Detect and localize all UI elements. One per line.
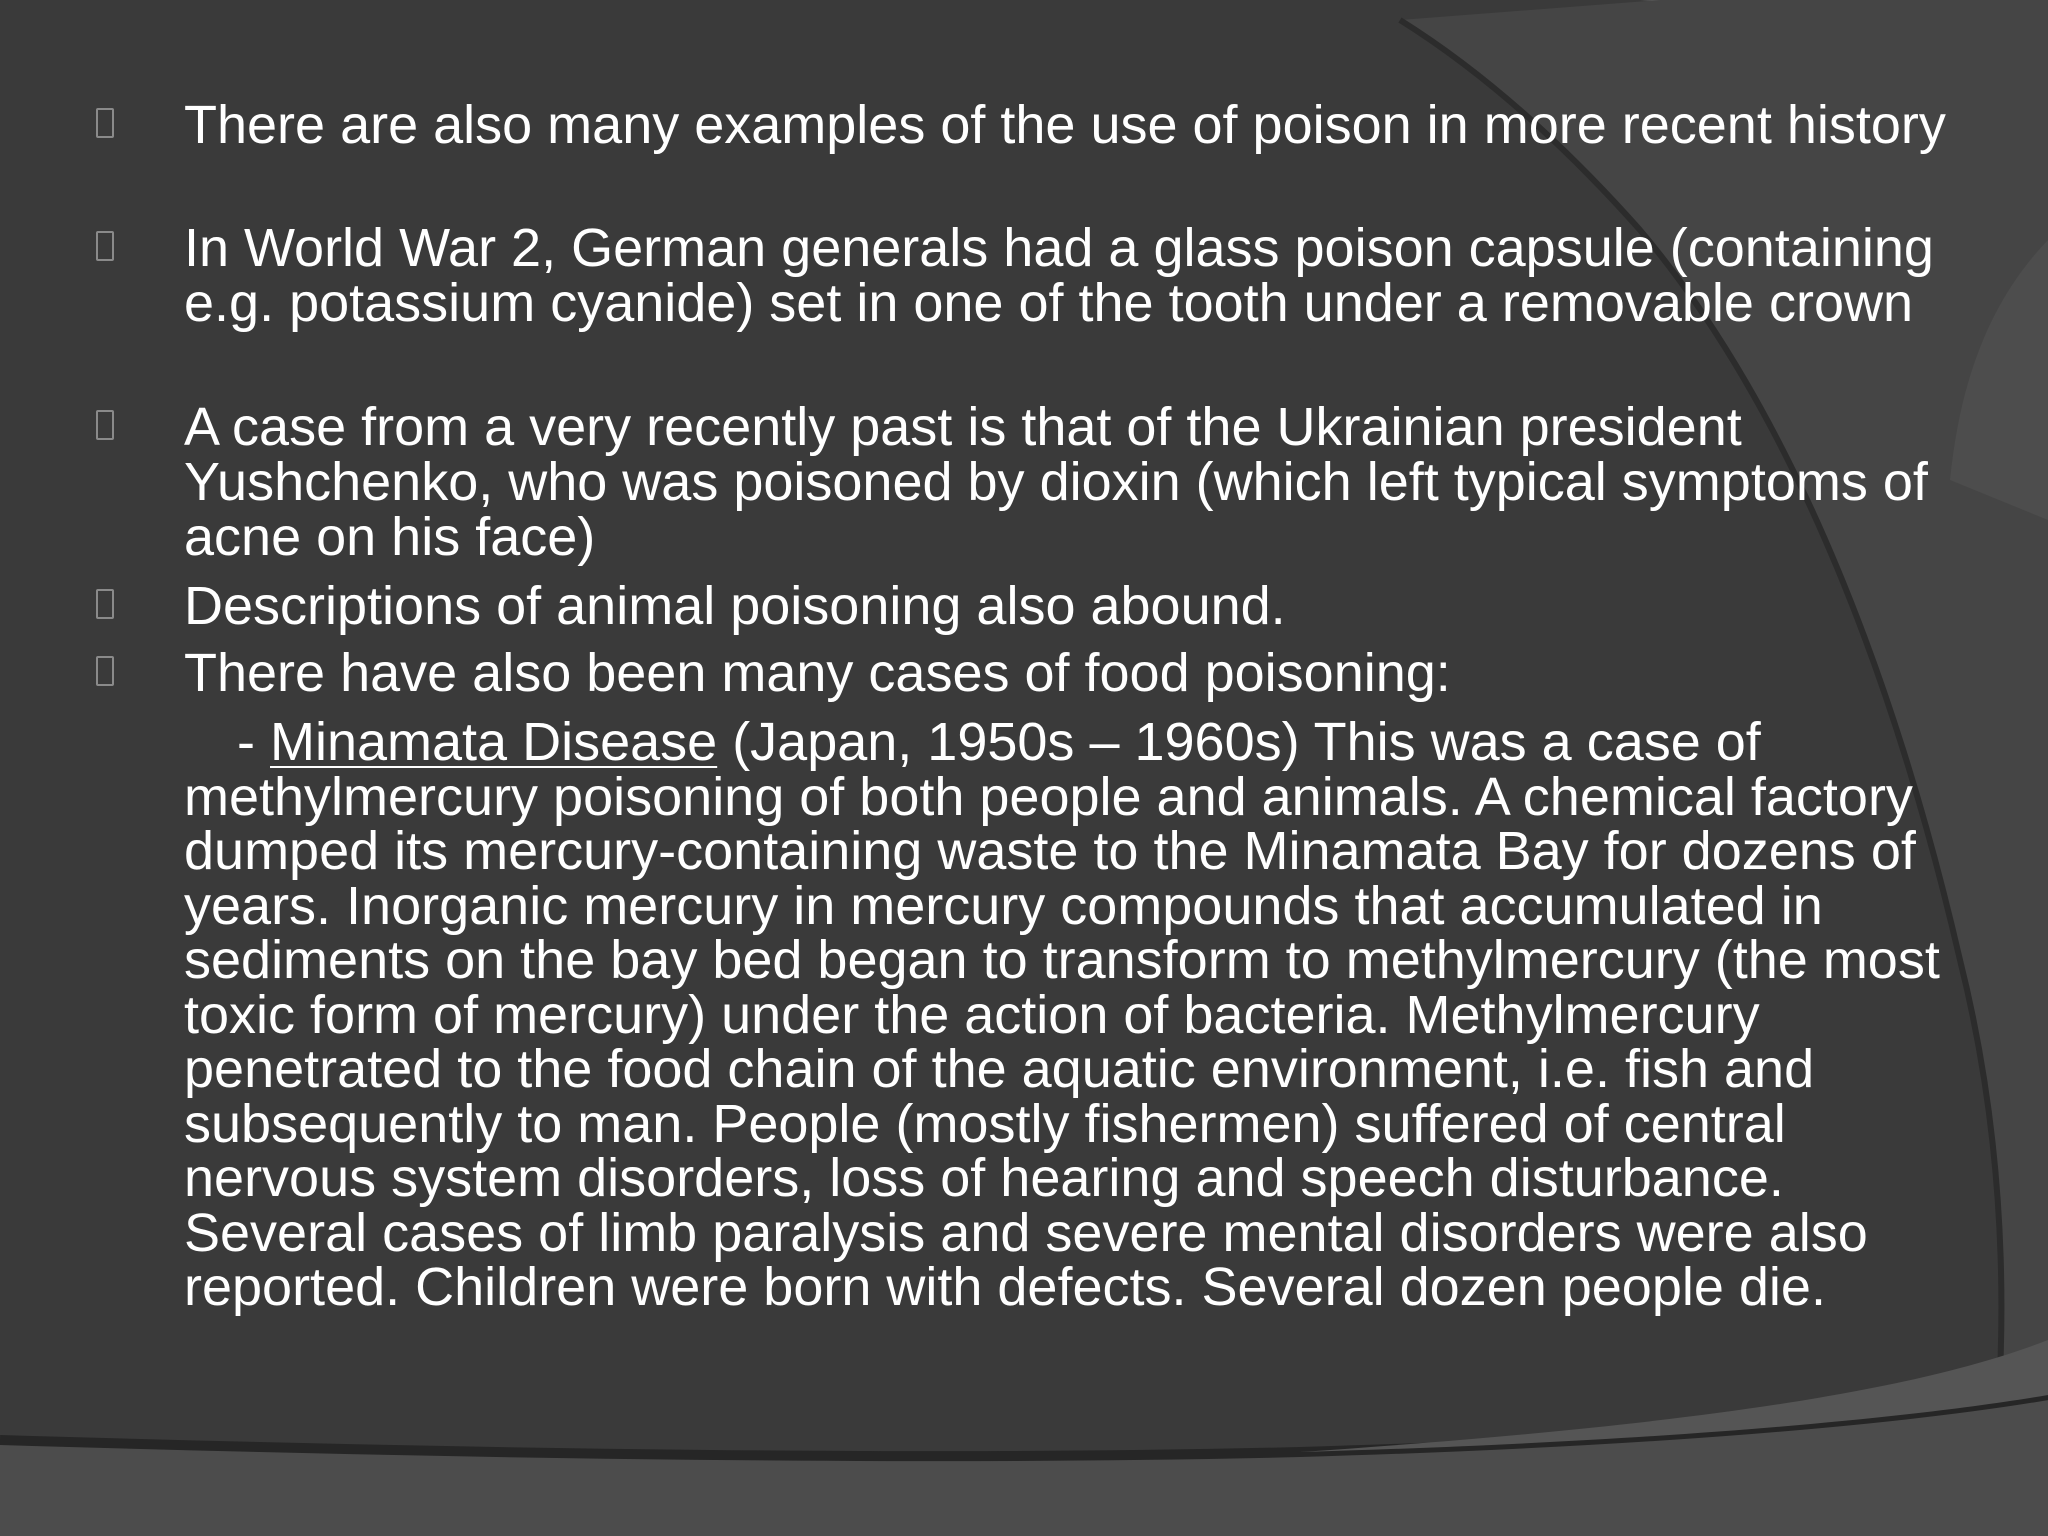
bullet-text: A case from a very recently past is that of the Ukrainian president Yushchenko, who was poisoned by dioxin (which left typical symptoms of acne on his face) bbox=[184, 397, 1928, 567]
sub-dash: - bbox=[237, 712, 270, 772]
bullet-icon bbox=[96, 589, 114, 619]
bullet-text: Descriptions of animal poisoning also abound. bbox=[184, 576, 1286, 636]
bullet-text: There have also been many cases of food poisoning: bbox=[184, 643, 1451, 703]
minamata-paragraph bbox=[184, 712, 1974, 1317]
bullet-icon bbox=[96, 108, 114, 138]
bullet-text: There are also many examples of the use of poison in more recent history bbox=[184, 95, 1946, 155]
bullet-icon bbox=[96, 656, 114, 686]
bullet-icon bbox=[96, 410, 114, 440]
minamata-description: (Japan, 1950s – 1960s) This was a case of methylmercury poisoning of both people and animals. A chemical factory dumped its mercury-containing waste to the Minamata Bay for dozens of years. Inorganic mercury in mercury compounds that accumulated in sediments on the bay bed began to transform to methylmercury (the most toxic form of mercury) under the action of bacteria. Methylmercury penetrated to the food chain of the aquatic environment, i.e. fish and subsequently to man. People (mostly fishermen) suffered of central nervous system disorders, loss of hearing and speech disturbance. Several cases of limb paralysis and severe mental disorders were also reported. Children were born with defects. Several dozen people die. bbox=[184, 712, 1940, 1317]
bullet-text: In World War 2, German generals had a glass poison capsule (containing e.g. potassium cyanide) set in one of the tooth under a removable crown bbox=[184, 218, 1934, 333]
bullet-icon bbox=[96, 231, 114, 261]
minamata-term: Minamata Disease bbox=[270, 712, 718, 772]
